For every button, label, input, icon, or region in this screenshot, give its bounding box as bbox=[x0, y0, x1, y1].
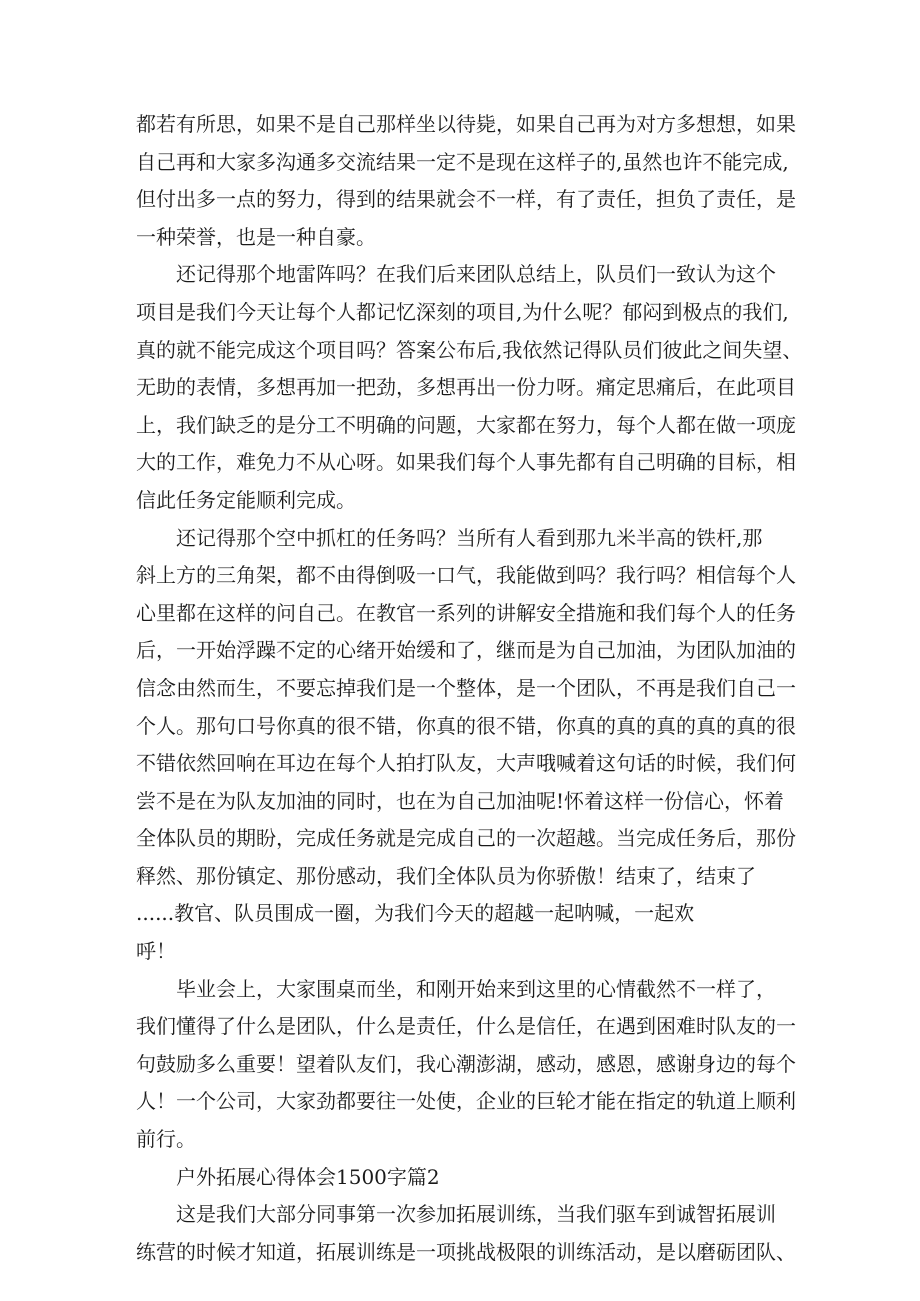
text-line: 呼！ bbox=[136, 939, 176, 964]
text-line: 心里都在这样的问自己。在教官一系列的讲解安全措施和我们每个人的任务 bbox=[136, 600, 796, 625]
text-line: 上，我们缺乏的是分工不明确的问题，大家都在努力，每个人都在做一项庞 bbox=[136, 412, 796, 437]
text-line: 无助的表情，多想再加一把劲，多想再出一份力呀。痛定思痛后，在此项目 bbox=[136, 375, 796, 400]
text-line: 都若有所思，如果不是自己那样坐以待毙，如果自己再为对方多想想，如果 bbox=[136, 112, 796, 136]
paragraph-2 bbox=[136, 256, 803, 519]
text-line: 尝不是在为队友加油的同时，也在为自己加油呢!怀着这样一份信心，怀着 bbox=[136, 788, 785, 813]
text-line: 斜上方的三角架，都不由得倒吸一口气，我能做到吗？我行吗？相信每个人 bbox=[136, 563, 796, 588]
text-line: 大的工作，难免力不从心呀。如果我们每个人事先都有自己明确的目标，相 bbox=[136, 450, 796, 475]
text-line: 全体队员的期盼，完成任务就是完成自己的一次超越。当完成任务后，那份 bbox=[136, 826, 796, 851]
text-line: 这是我们大部分同事第一次参加拓展训练，当我们驱车到诚智拓展训 bbox=[176, 1202, 776, 1227]
paragraph-5 bbox=[136, 1196, 796, 1271]
text-line: 我们懂得了什么是团队，什么是责任，什么是信任，在遇到困难时队友的一 bbox=[136, 1014, 796, 1039]
text-line: 前行。 bbox=[136, 1127, 196, 1152]
text-line: 信念由然而生，不要忘掉我们是一个整体，是一个团队，不再是我们自己一 bbox=[136, 675, 796, 700]
text-line: 项目是我们今天让每个人都记忆深刻的项目,为什么呢？郁闷到极点的我们, bbox=[136, 299, 789, 324]
text-line: 练营的时候才知道，拓展训练是一项挑战极限的训练活动，是以磨砺团队、 bbox=[136, 1239, 796, 1264]
text-line: 释然、那份镇定、那份感动，我们全体队员为你骄傲！结束了，结束了 bbox=[136, 863, 756, 888]
text-line: 还记得那个空中抓杠的任务吗？当所有人看到那九米半高的铁杆,那 bbox=[176, 525, 763, 550]
text-line: ......教官、队员围成一圈，为我们今天的超越一起呐喊，一起欢 bbox=[136, 901, 695, 926]
text-line: 毕业会上，大家围桌而坐，和刚开始来到这里的心情截然不一样了， bbox=[176, 976, 776, 1001]
text-line: 信此任务定能顺利完成。 bbox=[136, 487, 356, 512]
text-line: 不错依然回响在耳边在每个人拍打队友，大声哦喊着这句话的时候，我们何 bbox=[136, 751, 796, 776]
paragraph-4 bbox=[136, 971, 796, 1159]
text-line: 人！一个公司，大家劲都要往一处使，企业的巨轮才能在指定的轨道上顺利 bbox=[136, 1089, 796, 1114]
text-line: 后，一开始浮躁不定的心绪开始缓和了，继而是为自己加油，为团队加油的 bbox=[136, 638, 796, 663]
text-line: 但付出多一点的努力，得到的结果就会不一样，有了责任，担负了责任，是 bbox=[136, 187, 796, 212]
text-line: 还记得那个地雷阵吗？在我们后来团队总结上，队员们一致认为这个 bbox=[176, 262, 776, 287]
paragraph-1 bbox=[136, 106, 796, 256]
text-line: 自己再和大家多沟通多交流结果一定不是现在这样子的,虽然也许不能完成, bbox=[136, 149, 789, 174]
document-body bbox=[136, 106, 803, 1271]
section-heading: 户外拓展心得体会1500字篇2 bbox=[176, 1164, 440, 1189]
text-line: 真的就不能完成这个项目吗？答案公布后,我依然记得队员们彼此之间失望、 bbox=[136, 337, 803, 362]
text-line: 句鼓励多么重要！望着队友们，我心潮澎湖，感动，感恩，感谢身边的每个 bbox=[136, 1051, 796, 1076]
text-line: 个人。那句口号你真的很不错，你真的很不错，你真的真的真的真的真的很 bbox=[136, 713, 796, 738]
text-line: 一种荣誉，也是一种自豪。 bbox=[136, 224, 376, 249]
paragraph-3 bbox=[136, 520, 796, 971]
